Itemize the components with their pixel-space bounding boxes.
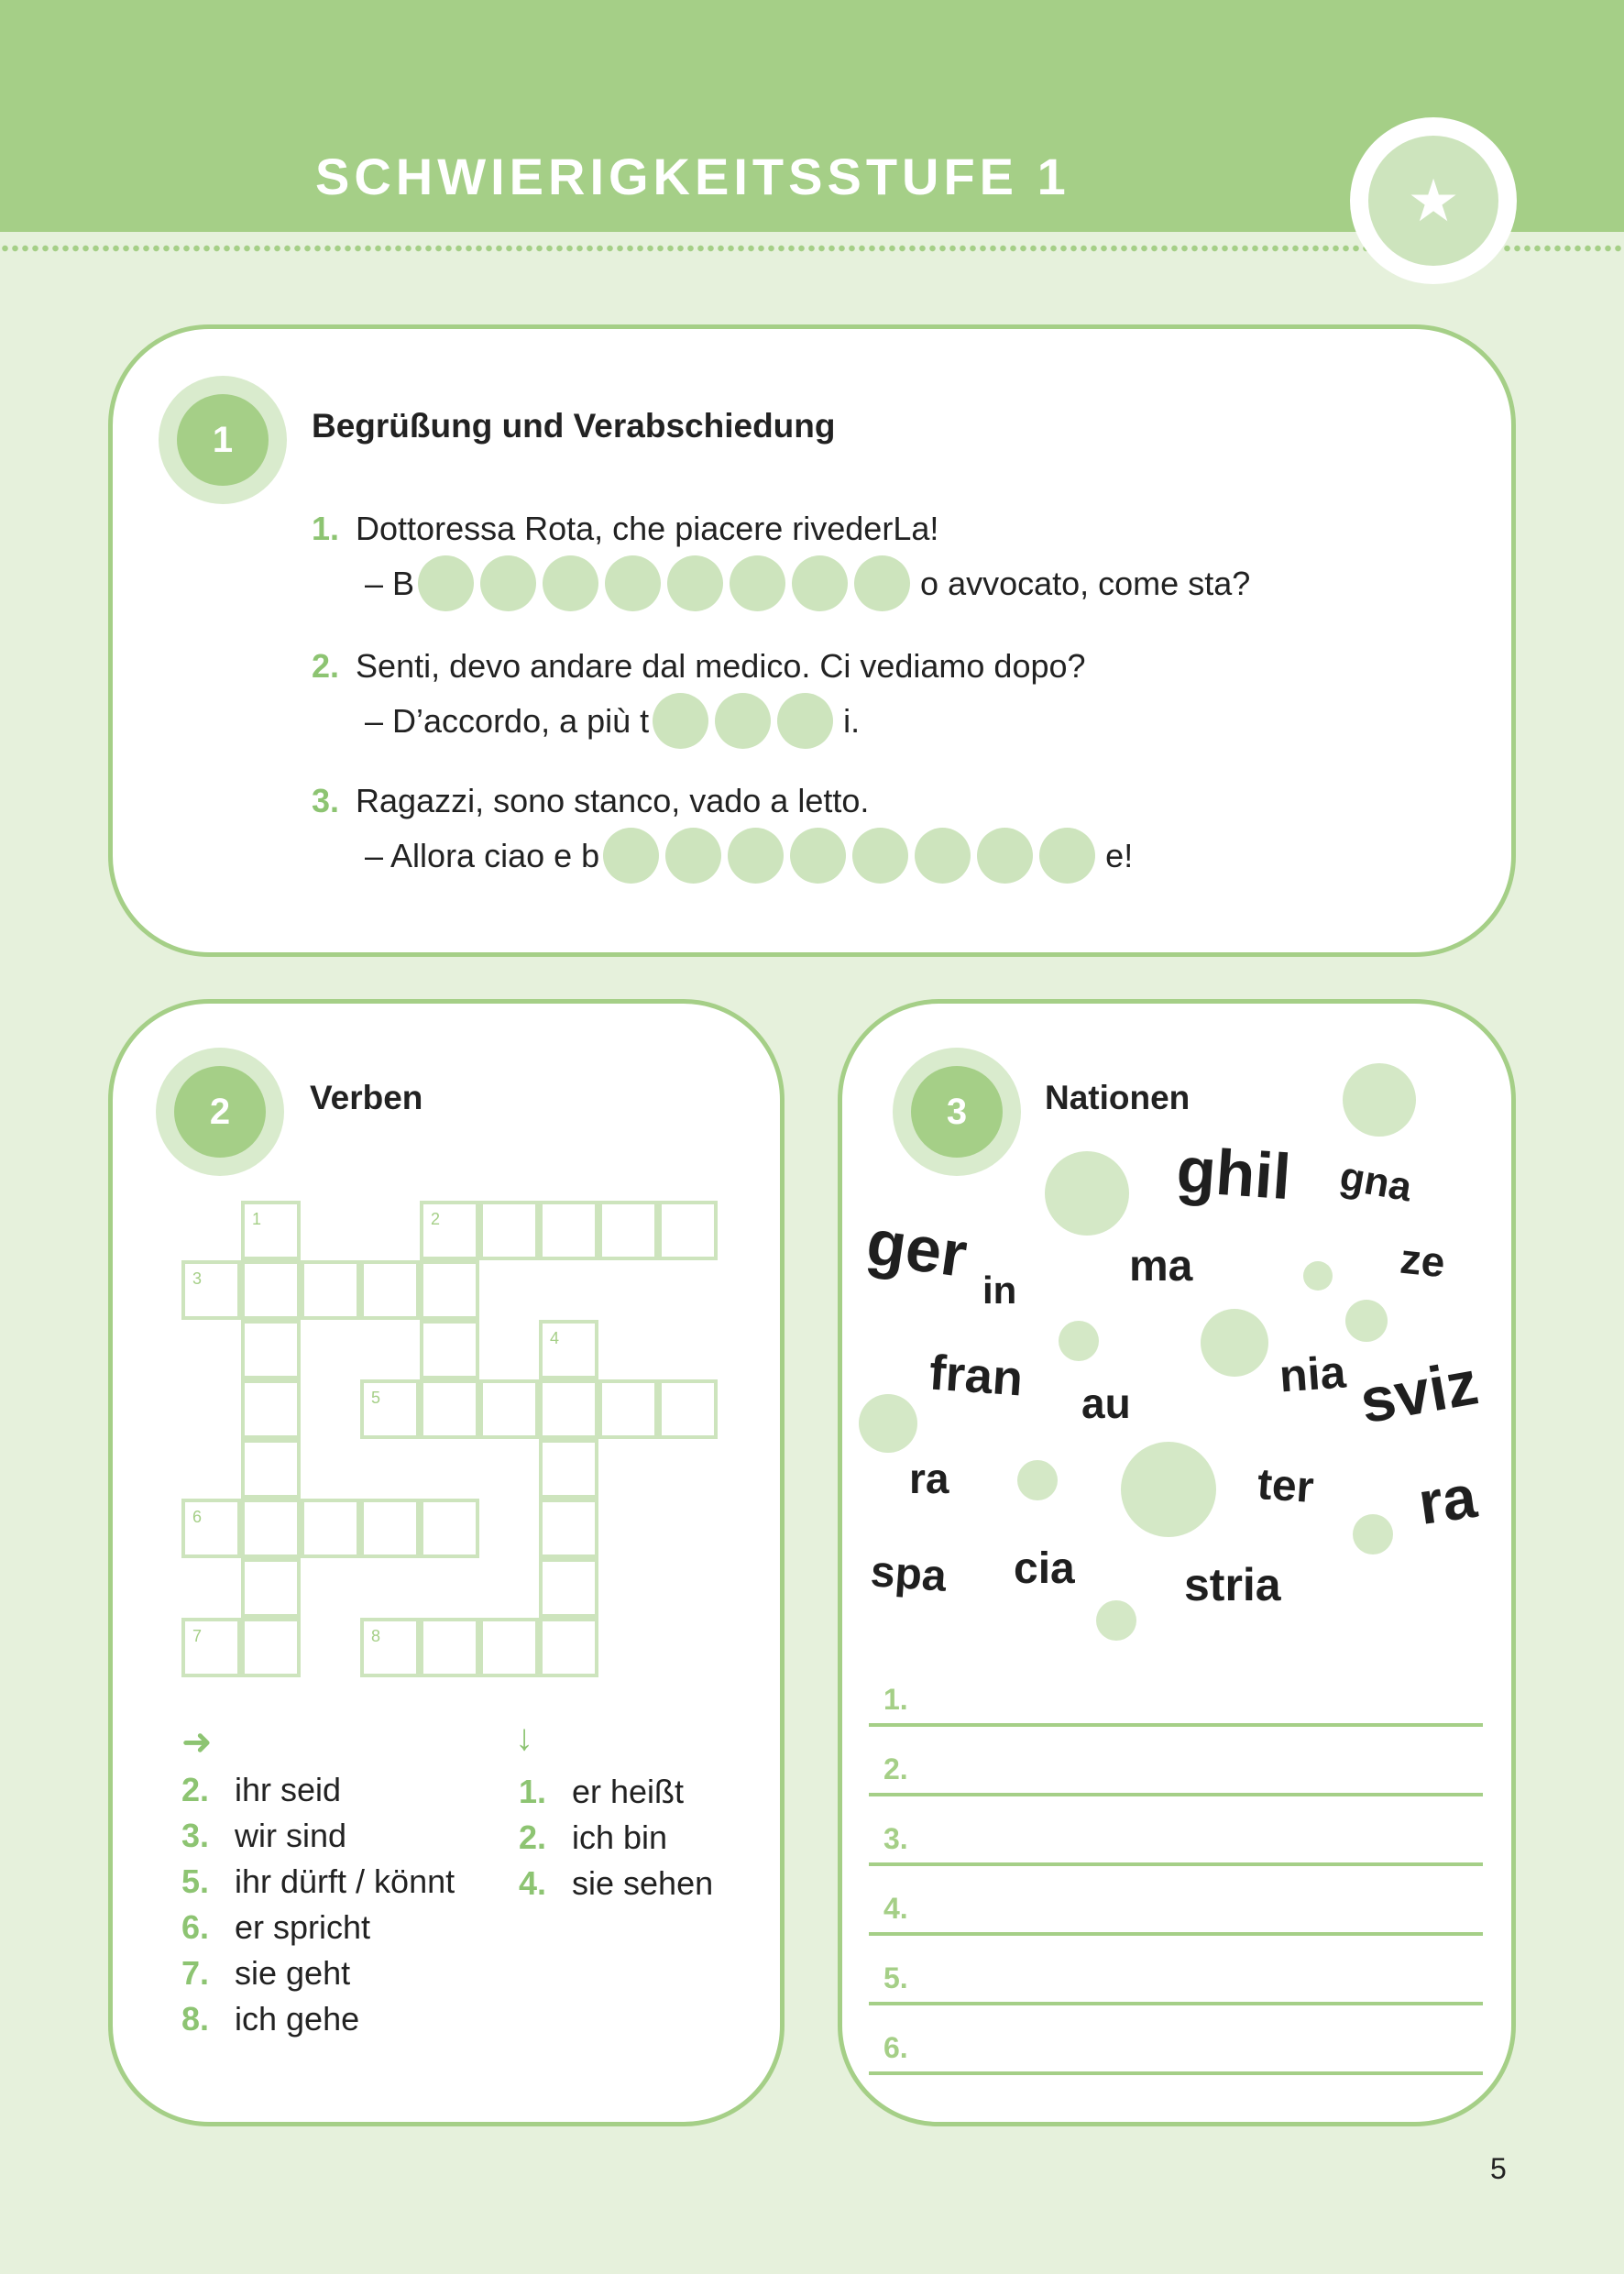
decorative-bubble	[1343, 1063, 1416, 1137]
crossword-cell[interactable]	[360, 1618, 420, 1677]
letter-blank[interactable]	[603, 828, 659, 884]
crossword-cell[interactable]	[658, 1201, 718, 1260]
letter-blank[interactable]	[543, 555, 598, 611]
decorative-bubble	[1045, 1151, 1129, 1236]
syllable: ter	[1256, 1459, 1316, 1513]
letter-blank[interactable]	[418, 555, 474, 611]
crossword-cell[interactable]	[479, 1379, 539, 1439]
clue-text: ihr seid	[235, 1771, 342, 1808]
cell-number: 7	[192, 1627, 203, 1645]
letter-blank[interactable]	[852, 828, 908, 884]
crossword-cell[interactable]	[658, 1379, 718, 1439]
cell-number: 4	[550, 1329, 560, 1347]
exercise-number-badge: 1	[159, 376, 287, 504]
syllable: ra	[1414, 1462, 1481, 1537]
across-clue	[181, 1771, 341, 1809]
answer-number: 1.	[883, 1683, 908, 1716]
answer-line[interactable]	[869, 2031, 1483, 2075]
cell-number: 8	[371, 1627, 381, 1645]
letter-blank[interactable]	[854, 555, 910, 611]
answer-number: 2.	[883, 1752, 908, 1785]
cell-number: 3	[192, 1269, 203, 1288]
syllable: ze	[1398, 1234, 1448, 1287]
across-clue	[181, 1862, 455, 1901]
exercise-item	[312, 647, 1086, 686]
letter-blank[interactable]	[730, 555, 785, 611]
syllable: stria	[1184, 1559, 1281, 1610]
crossword-cell[interactable]	[360, 1499, 420, 1558]
line-prefix: – B	[365, 564, 415, 602]
difficulty-badge	[1350, 117, 1517, 284]
crossword-cell[interactable]	[241, 1379, 301, 1439]
crossword-cell[interactable]	[539, 1379, 598, 1439]
decorative-bubble	[859, 1394, 917, 1453]
syllable: ghil	[1174, 1133, 1293, 1214]
crossword-cell[interactable]	[181, 1618, 241, 1677]
syllable: sviz	[1355, 1347, 1484, 1437]
clue-text: sie sehen	[572, 1864, 714, 1902]
crossword-cell[interactable]	[598, 1379, 658, 1439]
crossword-cell[interactable]	[241, 1201, 301, 1260]
crossword-cell[interactable]	[420, 1618, 479, 1677]
across-arrow-icon: ➜	[181, 1722, 213, 1763]
cell-number: 1	[252, 1210, 262, 1228]
star-icon: ★	[1368, 136, 1498, 266]
crossword-cell[interactable]	[539, 1499, 598, 1558]
crossword-cell[interactable]	[420, 1320, 479, 1379]
crossword-cell[interactable]	[479, 1618, 539, 1677]
page-title: SCHWIERIGKEITSSTUFE 1	[315, 148, 1070, 205]
syllable: ra	[909, 1455, 949, 1502]
letter-blank[interactable]	[653, 693, 708, 749]
across-clue	[181, 1954, 350, 1993]
crossword-cell[interactable]	[241, 1320, 301, 1379]
clue-number: 2.	[519, 1818, 547, 1856]
crossword-cell[interactable]	[539, 1618, 598, 1677]
exercise-number-badge: 2	[156, 1048, 284, 1176]
cell-number: 2	[431, 1210, 441, 1228]
letter-blank[interactable]	[728, 828, 784, 884]
letter-blanks	[603, 828, 1102, 884]
item-prompt: Senti, devo andare dal medico. Ci vediamo dopo?	[356, 647, 1086, 685]
syllable: ger	[862, 1205, 971, 1291]
answer-number: 6.	[883, 2031, 908, 2064]
letter-blank[interactable]	[665, 828, 721, 884]
fill-in-line	[365, 555, 1250, 611]
line-suffix: i.	[843, 701, 861, 740]
syllable: au	[1081, 1379, 1131, 1427]
exercise-title: Begrüßung und Verabschiedung	[312, 407, 836, 445]
answer-line[interactable]	[869, 1822, 1483, 1866]
syllable: in	[982, 1269, 1017, 1312]
answer-line[interactable]	[869, 1892, 1483, 1936]
letter-blank[interactable]	[790, 828, 846, 884]
across-clue	[181, 2000, 359, 2038]
answer-line[interactable]	[869, 1961, 1483, 2005]
line-suffix: o avvocato, come sta?	[920, 564, 1251, 602]
item-number: 1.	[312, 510, 340, 547]
line-prefix: – Allora ciao e b	[365, 836, 600, 874]
crossword-cell[interactable]	[301, 1499, 360, 1558]
syllable: nia	[1278, 1346, 1348, 1402]
decorative-bubble	[1345, 1300, 1388, 1342]
crossword-cell[interactable]	[241, 1499, 301, 1558]
crossword-cell[interactable]	[479, 1201, 539, 1260]
item-prompt: Ragazzi, sono stanco, vado a letto.	[356, 782, 870, 819]
exercise-number-badge: 3	[893, 1048, 1021, 1176]
letter-blank[interactable]	[605, 555, 661, 611]
decorative-bubble	[1353, 1514, 1393, 1554]
fill-in-line	[365, 693, 860, 749]
clue-number: 5.	[181, 1862, 210, 1900]
syllable: cia	[1014, 1544, 1075, 1593]
line-prefix: – D’accordo, a più t	[365, 701, 650, 740]
clue-text: ich gehe	[235, 2000, 360, 2038]
crossword-cell[interactable]	[360, 1379, 420, 1439]
crossword-cell[interactable]	[420, 1499, 479, 1558]
page-number: 5	[1490, 2152, 1507, 2185]
crossword-cell[interactable]	[539, 1439, 598, 1499]
letter-blank[interactable]	[715, 693, 771, 749]
exercise-title: Verben	[310, 1079, 423, 1116]
exercise-title: Nationen	[1045, 1079, 1191, 1116]
clue-number: 1.	[519, 1773, 547, 1810]
decorative-bubble	[1059, 1321, 1099, 1361]
down-clue	[519, 1773, 684, 1811]
decorative-bubble	[1121, 1442, 1216, 1537]
cell-number: 6	[192, 1508, 203, 1526]
crossword-cell[interactable]	[241, 1558, 301, 1618]
clue-number: 4.	[519, 1864, 547, 1902]
item-number: 3.	[312, 782, 340, 819]
syllable: ma	[1129, 1242, 1193, 1291]
clue-text: ihr dürft / könnt	[235, 1862, 455, 1900]
letter-blank[interactable]	[792, 555, 848, 611]
decorative-bubble	[1017, 1460, 1058, 1500]
down-arrow-icon: ↓	[515, 1718, 533, 1758]
syllable: gna	[1336, 1153, 1415, 1211]
fill-in-line	[365, 828, 1133, 884]
letter-blank[interactable]	[915, 828, 971, 884]
letter-blank[interactable]	[777, 693, 833, 749]
syllable: fran	[927, 1345, 1025, 1407]
crossword-cell[interactable]	[241, 1618, 301, 1677]
line-suffix: e!	[1105, 836, 1134, 874]
across-clue	[181, 1908, 370, 1947]
decorative-bubble	[1303, 1261, 1333, 1291]
crossword-cell[interactable]	[539, 1201, 598, 1260]
crossword-cell[interactable]	[420, 1260, 479, 1320]
letter-blanks	[418, 555, 916, 611]
clue-number: 7.	[181, 1954, 210, 1992]
clue-text: ich bin	[572, 1818, 668, 1856]
across-clue	[181, 1817, 346, 1855]
crossword-cell[interactable]	[301, 1260, 360, 1320]
crossword-cell[interactable]	[539, 1558, 598, 1618]
clue-text: er spricht	[235, 1908, 371, 1946]
answer-number: 5.	[883, 1961, 908, 1994]
answer-number: 4.	[883, 1892, 908, 1925]
letter-blank[interactable]	[667, 555, 723, 611]
item-prompt: Dottoressa Rota, che piacere rivederLa!	[356, 510, 939, 547]
clue-text: er heißt	[572, 1773, 685, 1810]
down-clue	[519, 1818, 667, 1857]
answer-number: 3.	[883, 1822, 908, 1855]
syllable: spa	[869, 1547, 949, 1601]
clue-number: 6.	[181, 1908, 210, 1946]
clue-number: 8.	[181, 2000, 210, 2038]
clue-number: 3.	[181, 1817, 210, 1854]
cell-number: 5	[371, 1389, 381, 1407]
decorative-bubble	[1201, 1309, 1268, 1377]
decorative-bubble	[1096, 1600, 1136, 1641]
letter-blank[interactable]	[480, 555, 536, 611]
answer-line[interactable]	[869, 1752, 1483, 1796]
letter-blank[interactable]	[977, 828, 1033, 884]
crossword-cell[interactable]	[539, 1320, 598, 1379]
crossword-cell[interactable]	[241, 1260, 301, 1320]
item-number: 2.	[312, 647, 340, 685]
crossword-cell[interactable]	[241, 1439, 301, 1499]
down-clue	[519, 1864, 713, 1903]
exercise-item	[312, 782, 869, 820]
crossword-cell[interactable]	[181, 1260, 241, 1320]
crossword-cell[interactable]	[420, 1379, 479, 1439]
clue-number: 2.	[181, 1771, 210, 1808]
crossword-cell[interactable]	[420, 1201, 479, 1260]
clue-text: sie geht	[235, 1954, 351, 1992]
clue-text: wir sind	[235, 1817, 347, 1854]
crossword-cell[interactable]	[181, 1499, 241, 1558]
crossword-cell[interactable]	[598, 1201, 658, 1260]
letter-blanks	[653, 693, 839, 749]
letter-blank[interactable]	[1039, 828, 1095, 884]
answer-line[interactable]	[869, 1683, 1483, 1727]
crossword-cell[interactable]	[360, 1260, 420, 1320]
exercise-item	[312, 510, 938, 548]
